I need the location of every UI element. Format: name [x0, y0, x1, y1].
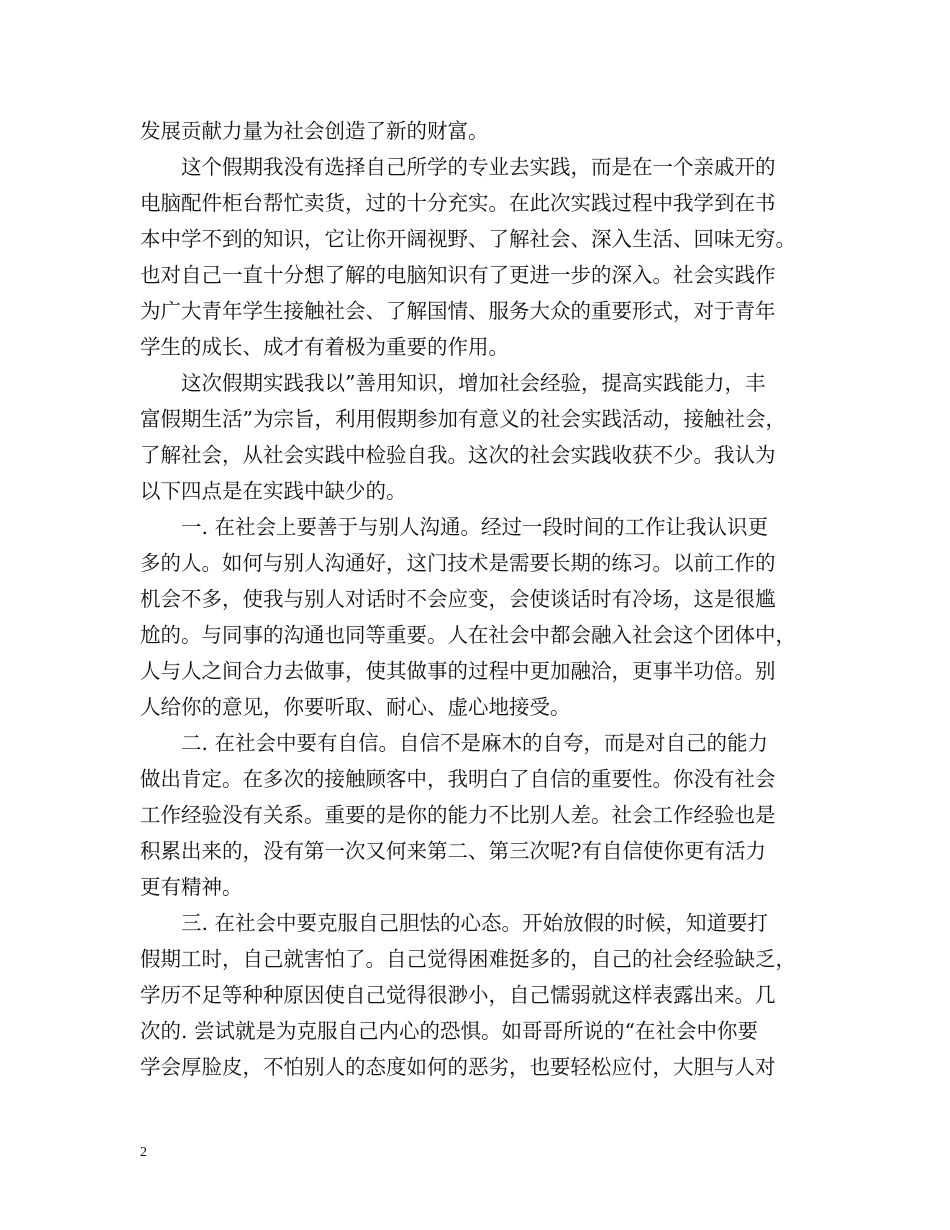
text-line: 机会不多，使我与别人对话时不会应变，会使谈话时有冷场，这是很尴	[140, 587, 776, 611]
page-number: 2	[140, 1145, 147, 1160]
text-line: 积累出来的，没有第一次又何来第二、第三次呢?有自信使你更有活力	[140, 839, 766, 863]
text-line: 人给你的意见，你要听取、耐心、虚心地接受。	[140, 695, 571, 719]
body-text	[140, 113, 820, 1085]
text-line: 这次假期实践我以”善用知识，增加社会经验，提高实践能力，丰	[140, 371, 766, 395]
text-line: 富假期生活”为宗旨，利用假期参加有意义的社会实践活动，接触社会，	[140, 407, 786, 431]
text-line: 更有精神。	[140, 875, 243, 899]
text-line: 这个假期我没有选择自己所学的专业去实践，而是在一个亲戚开的	[140, 155, 776, 179]
text-line: 工作经验没有关系。重要的是你的能力不比别人差。社会工作经验也是	[140, 803, 776, 827]
text-line: 以下四点是在实践中缺少的。	[140, 479, 407, 503]
text-line: 多的人。如何与别人沟通好，这门技术是需要长期的练习。以前工作的	[140, 551, 776, 575]
text-line: 电脑配件柜台帮忙卖货，过的十分充实。在此次实践过程中我学到在书	[140, 191, 776, 215]
text-line: 假期工时，自己就害怕了。自己觉得困难挺多的，自己的社会经验缺乏，	[140, 947, 796, 971]
text-line: 一. 在社会上要善于与别人沟通。经过一段时间的工作让我认识更	[140, 515, 769, 539]
text-line: 尬的。与同事的沟通也同等重要。人在社会中都会融入社会这个团体中，	[140, 623, 796, 647]
text-line: 发展贡献力量为社会创造了新的财富。	[140, 119, 489, 143]
text-line: 本中学不到的知识，它让你开阔视野、了解社会、深入生活、回味无穷。	[140, 227, 796, 251]
text-line: 二. 在社会中要有自信。自信不是麻木的自夸，而是对自己的能力	[140, 731, 769, 755]
text-line: 了解社会，从社会实践中检验自我。这次的社会实践收获不少。我认为	[140, 443, 776, 467]
text-line: 做出肯定。在多次的接触顾客中，我明白了自信的重要性。你没有社会	[140, 767, 776, 791]
text-line: 学生的成长、成才有着极为重要的作用。	[140, 335, 509, 359]
text-line: 三. 在社会中要克服自己胆怯的心态。开始放假的时候，知道要打	[140, 911, 769, 935]
text-line: 学历不足等种种原因使自己觉得很渺小，自己懦弱就这样表露出来。几	[140, 983, 776, 1007]
text-line: 次的. 尝试就是为克服自己内心的恐惧。如哥哥所说的“在社会中你要	[140, 1019, 759, 1043]
text-line: 学会厚脸皮，不怕别人的态度如何的恶劣，也要轻松应付，大胆与人对	[140, 1055, 776, 1079]
text-line: 人与人之间合力去做事，使其做事的过程中更加融洽，更事半功倍。别	[140, 659, 776, 683]
text-line: 为广大青年学生接触社会、了解国情、服务大众的重要形式，对于青年	[140, 299, 776, 323]
text-line: 也对自己一直十分想了解的电脑知识有了更进一步的深入。社会实践作	[140, 263, 776, 287]
